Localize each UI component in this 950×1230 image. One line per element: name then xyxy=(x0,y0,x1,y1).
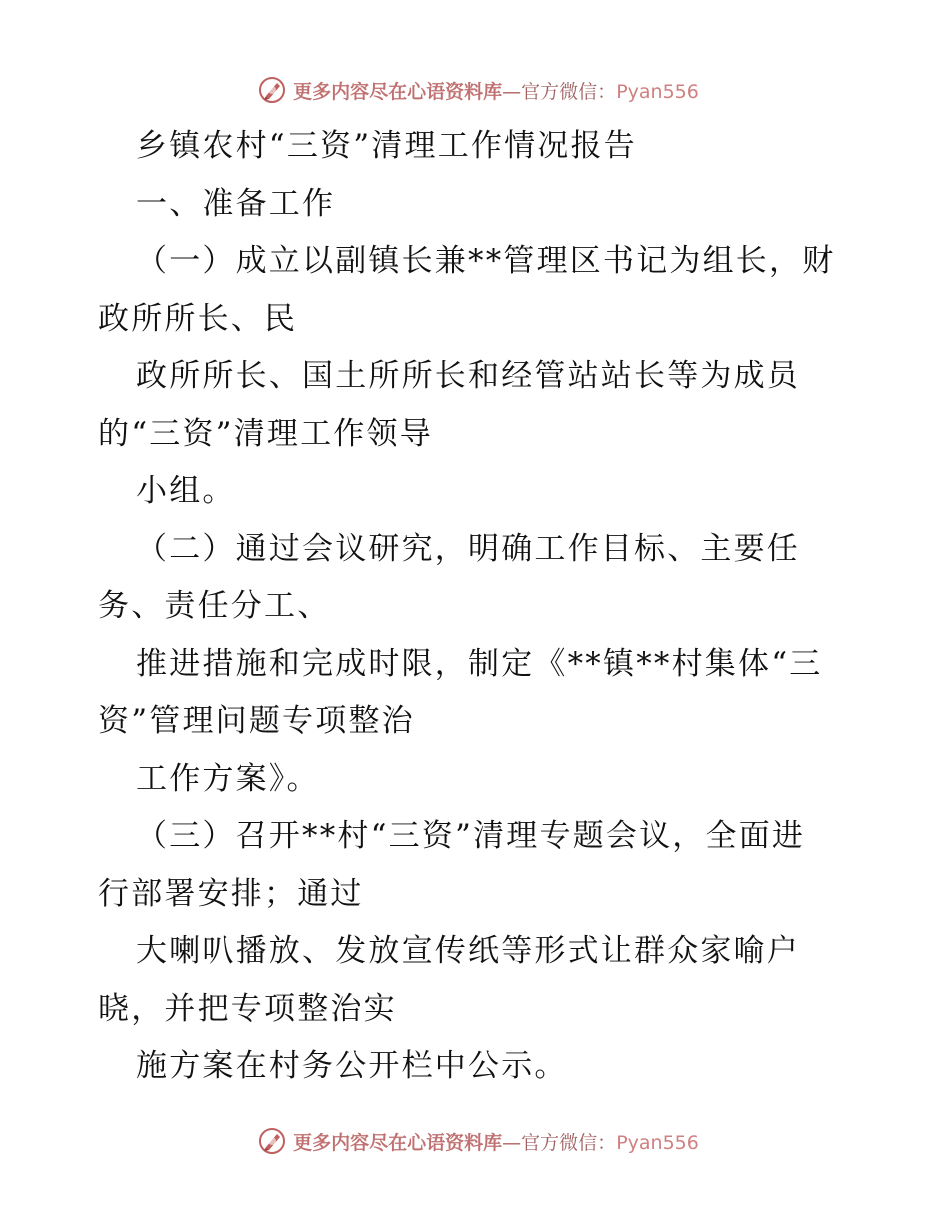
watermark-slogan: 更多内容尽在心语资料库 xyxy=(293,80,503,103)
text-line: 政所所长、国土所所长和经管站站长等为成员 xyxy=(136,358,800,394)
text-line: 一、准备工作 xyxy=(136,185,336,222)
footer-watermark-banner xyxy=(0,1123,950,1159)
text-line: 行部署安排；通过 xyxy=(98,875,364,912)
text-line: （三）召开**村“三资”清理专题会议，全面进 xyxy=(136,818,806,854)
text-line: （一）成立以副镇长兼**管理区书记为组长，财 xyxy=(136,243,836,279)
watermark-dash: — xyxy=(502,1131,522,1154)
watermark-slogan: 更多内容尽在心语资料库 xyxy=(293,1131,503,1154)
document-title: 乡镇农村“三资”清理工作情况报告 xyxy=(136,128,637,164)
text-line: 政所所长、民 xyxy=(98,300,298,337)
watermark-text xyxy=(293,1128,699,1155)
document-body xyxy=(98,118,868,1096)
pen-logo-icon xyxy=(257,75,287,105)
text-line: 的“三资”清理工作领导 xyxy=(98,415,433,452)
watermark-text xyxy=(293,77,699,104)
text-line: 工作方案》。 xyxy=(136,760,320,797)
text-line: 施方案在村务公开栏中公示。 xyxy=(136,1048,568,1084)
watermark-wechat-label: 官方微信： xyxy=(521,1131,617,1154)
watermark-wechat-id: Pyan556 xyxy=(616,1131,699,1154)
text-line: 资”管理问题专项整治 xyxy=(98,703,415,739)
watermark-wechat-id: Pyan556 xyxy=(616,80,699,103)
text-line: （二）通过会议研究，明确工作目标、主要任 xyxy=(136,530,800,567)
header-watermark-banner xyxy=(0,72,950,108)
text-line: 大喇叭播放、发放宣传纸等形式让群众家喻户 xyxy=(136,933,800,969)
pen-logo-icon xyxy=(257,1126,287,1156)
watermark-wechat-label: 官方微信： xyxy=(521,80,617,103)
text-line: 推进措施和完成时限，制定《**镇**村集体“三 xyxy=(136,645,823,682)
text-line: 小组。 xyxy=(136,473,236,509)
text-line: 务、责任分工、 xyxy=(98,588,331,624)
text-line: 晓，并把专项整治实 xyxy=(98,990,397,1027)
watermark-dash: — xyxy=(502,80,522,103)
